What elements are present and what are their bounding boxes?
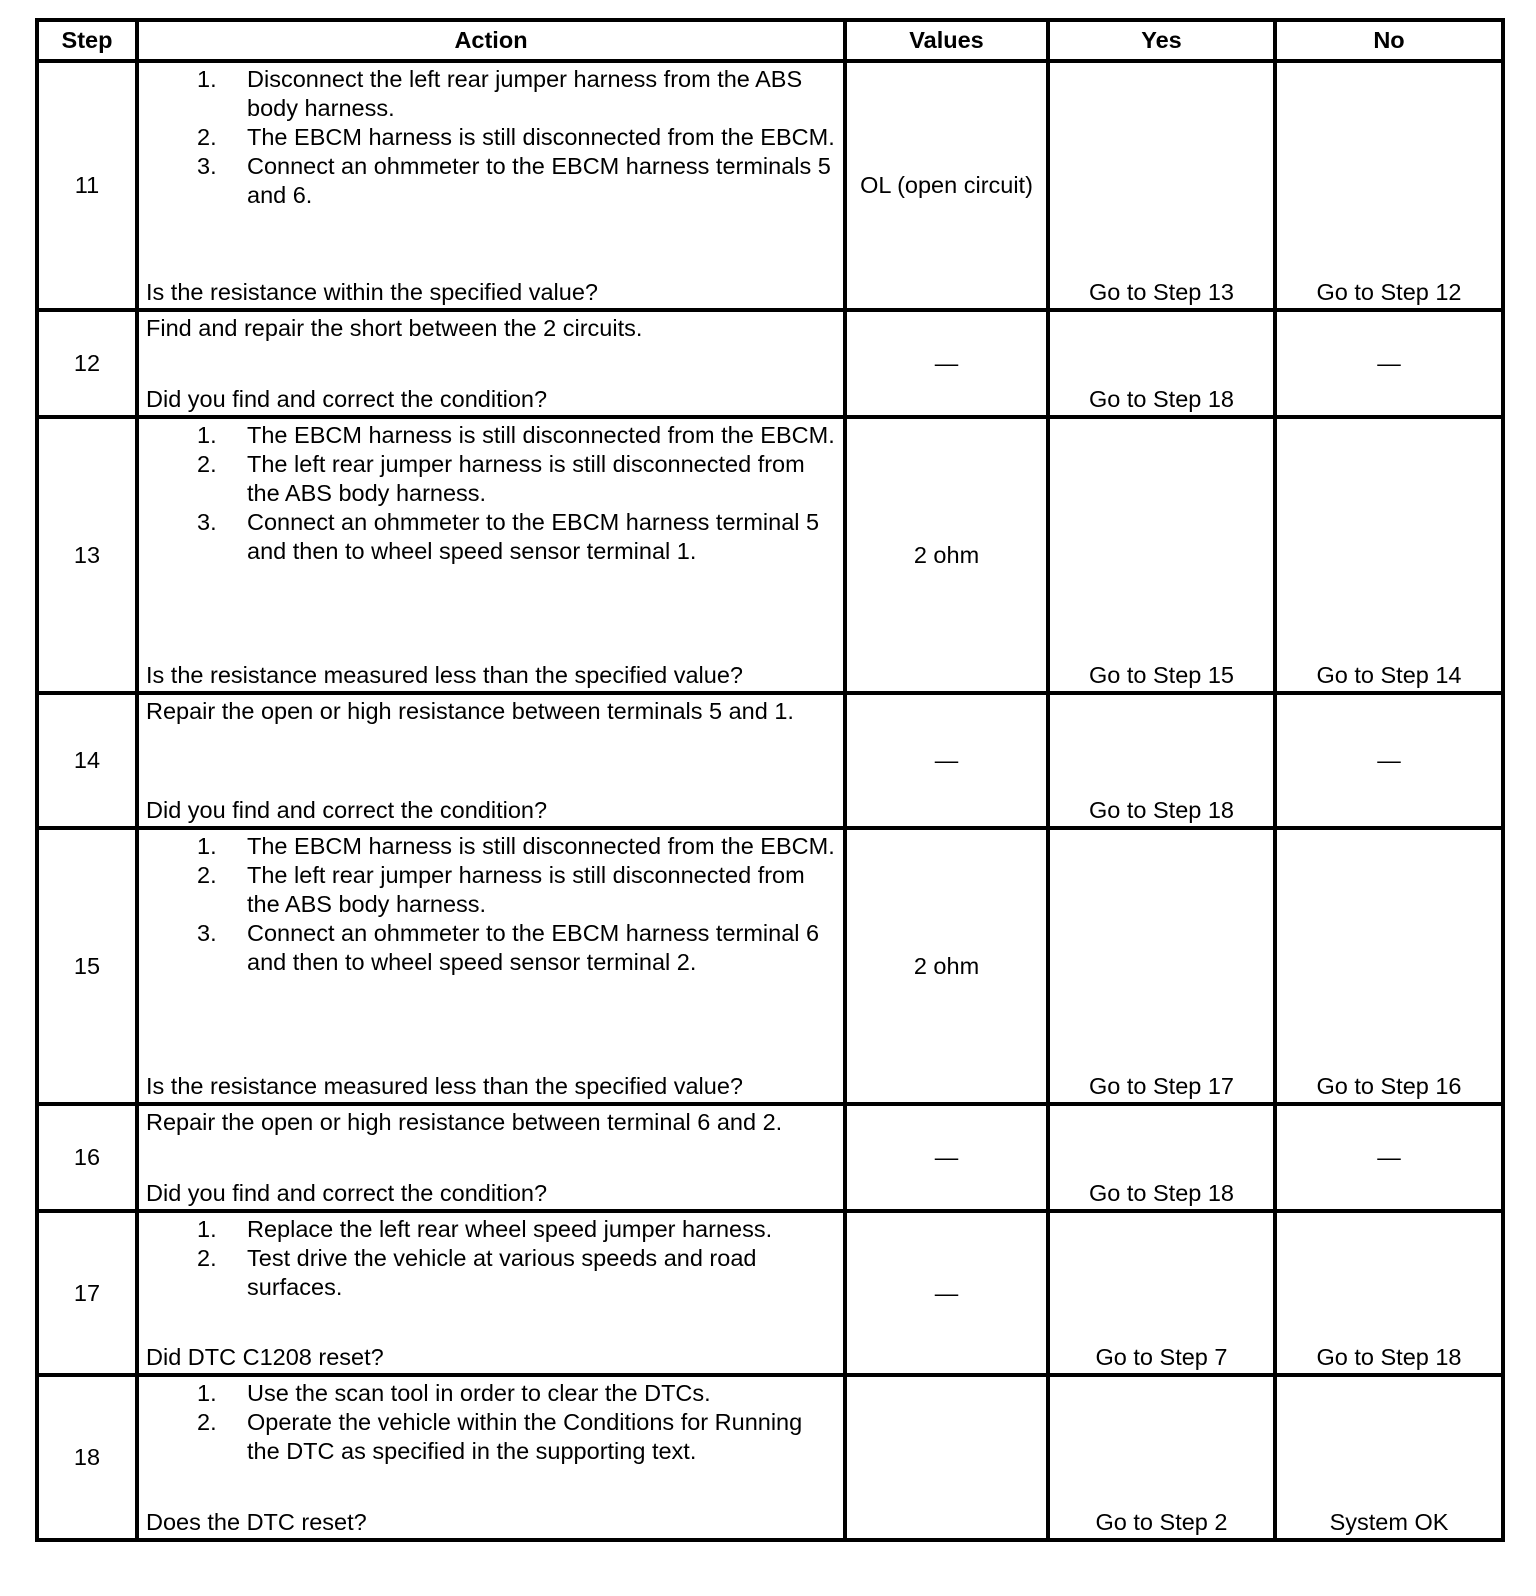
action-cell [137,828,845,1104]
action-step [146,152,835,210]
step-item-number: 2. [197,1245,217,1271]
step-item-text: Replace the left rear wheel speed jumper harness. [247,1216,773,1242]
action-cell [137,417,845,693]
step-item-number: 2. [197,451,217,477]
yes-cell [1048,61,1275,310]
table-row [37,1211,1503,1375]
action-step [146,919,835,977]
header-no: No [1275,20,1503,61]
step-number: 15 [37,828,137,1104]
step-item-text: Test drive the vehicle at various speeds and road surfaces. [247,1245,757,1300]
step-item-number: 3. [197,153,217,179]
step-number: 18 [37,1375,137,1540]
no-result: Go to Step 18 [1316,1344,1462,1370]
action-step [146,508,835,566]
step-item-number: 2. [197,1409,217,1435]
header-row [37,20,1503,61]
values-cell: — [845,1104,1048,1211]
action-question: Is the resistance measured less than the specified value? [146,1073,743,1099]
step-item-text: Connect an ohmmeter to the EBCM harness terminals 5 and 6. [247,153,831,208]
header-action: Action [137,20,845,61]
step-item-number: 3. [197,920,217,946]
yes-cell [1048,693,1275,828]
yes-cell [1048,1375,1275,1540]
yes-cell [1048,828,1275,1104]
action-text: Repair the open or high resistance between terminal 6 and 2. [146,1109,783,1135]
values-cell: 2 ohm [845,828,1048,1104]
yes-cell [1048,310,1275,417]
table-row [37,693,1503,828]
action-step [146,1379,835,1408]
action-question: Is the resistance measured less than the specified value? [146,662,743,688]
header-step: Step [37,20,137,61]
values-cell: 2 ohm [845,417,1048,693]
no-cell [1275,1375,1503,1540]
action-step [146,421,835,450]
action-cell [137,1104,845,1211]
action-cell [137,1211,845,1375]
no-cell: — [1275,693,1503,828]
no-cell: — [1275,1104,1503,1211]
action-step [146,1408,835,1466]
action-step [146,1244,835,1302]
step-item-number: 2. [197,862,217,888]
step-item-number: 1. [197,833,217,859]
no-result: Go to Step 14 [1316,662,1462,688]
action-text: Find and repair the short between the 2 circuits. [146,315,643,341]
values-cell [845,1375,1048,1540]
step-item-number: 1. [197,422,217,448]
values-cell: — [845,1211,1048,1375]
action-steps [146,421,835,566]
step-item-text: Use the scan tool in order to clear the DTCs. [247,1380,711,1406]
header-yes: Yes [1048,20,1275,61]
table-row [37,417,1503,693]
table-row [37,1375,1503,1540]
step-number: 12 [37,310,137,417]
step-number: 17 [37,1211,137,1375]
step-item-number: 3. [197,509,217,535]
table-row [37,61,1503,310]
no-cell [1275,61,1503,310]
action-step [146,1215,835,1244]
step-item-number: 1. [197,66,217,92]
step-item-text: The EBCM harness is still disconnected from the EBCM. [247,422,835,448]
step-item-text: The EBCM harness is still disconnected from the EBCM. [247,124,835,150]
action-cell [137,693,845,828]
yes-result: Go to Step 18 [1088,386,1235,412]
action-text: Repair the open or high resistance between terminals 5 and 1. [146,698,794,724]
yes-cell [1048,1104,1275,1211]
step-item-number: 1. [197,1380,217,1406]
table-row [37,1104,1503,1211]
action-steps [146,832,835,977]
step-item-text: The EBCM harness is still disconnected from the EBCM. [247,833,835,859]
action-step [146,861,835,919]
values-cell: OL (open circuit) [845,61,1048,310]
yes-result: Go to Step 18 [1088,797,1235,823]
step-number: 14 [37,693,137,828]
step-item-text: The left rear jumper harness is still disconnected from the ABS body harness. [247,862,805,917]
step-item-text: Connect an ohmmeter to the EBCM harness terminal 5 and then to wheel speed sensor terminal 1. [247,509,820,564]
action-step [146,450,835,508]
diagnostic-table [35,18,1505,1542]
action-steps [146,65,835,210]
yes-result: Go to Step 7 [1095,1344,1228,1370]
step-number: 16 [37,1104,137,1211]
action-step [146,832,835,861]
yes-result: Go to Step 18 [1088,1180,1235,1206]
action-question: Did DTC C1208 reset? [146,1344,384,1370]
action-step [146,123,835,152]
action-cell [137,1375,845,1540]
action-question: Did you find and correct the condition? [146,1180,548,1206]
yes-result: Go to Step 17 [1088,1073,1235,1099]
action-step [146,65,835,123]
action-question: Is the resistance within the specified value? [146,279,598,305]
header-values: Values [845,20,1048,61]
action-question: Does the DTC reset? [146,1509,367,1535]
yes-result: Go to Step 13 [1088,279,1235,305]
step-number: 11 [37,61,137,310]
no-result: System OK [1329,1509,1449,1535]
step-item-text: Disconnect the left rear jumper harness from the ABS body harness. [247,66,803,121]
step-item-text: Connect an ohmmeter to the EBCM harness terminal 6 and then to wheel speed sensor terminal 2. [247,920,820,975]
action-question: Did you find and correct the condition? [146,386,548,412]
step-item-text: The left rear jumper harness is still disconnected from the ABS body harness. [247,451,805,506]
table-row [37,310,1503,417]
values-cell: — [845,693,1048,828]
no-cell: — [1275,310,1503,417]
action-cell [137,310,845,417]
no-cell [1275,828,1503,1104]
action-steps [146,1215,835,1302]
action-cell [137,61,845,310]
no-cell [1275,417,1503,693]
values-cell: — [845,310,1048,417]
yes-result: Go to Step 15 [1088,662,1235,688]
step-item-number: 1. [197,1216,217,1242]
action-question: Did you find and correct the condition? [146,797,548,823]
no-cell [1275,1211,1503,1375]
yes-result: Go to Step 2 [1095,1509,1228,1535]
step-item-number: 2. [197,124,217,150]
yes-cell [1048,1211,1275,1375]
no-result: Go to Step 12 [1316,279,1462,305]
step-number: 13 [37,417,137,693]
yes-cell [1048,417,1275,693]
table-row [37,828,1503,1104]
step-item-text: Operate the vehicle within the Conditions for Running the DTC as specified in the supporting text. [247,1409,803,1464]
no-result: Go to Step 16 [1316,1073,1462,1099]
action-steps [146,1379,835,1466]
